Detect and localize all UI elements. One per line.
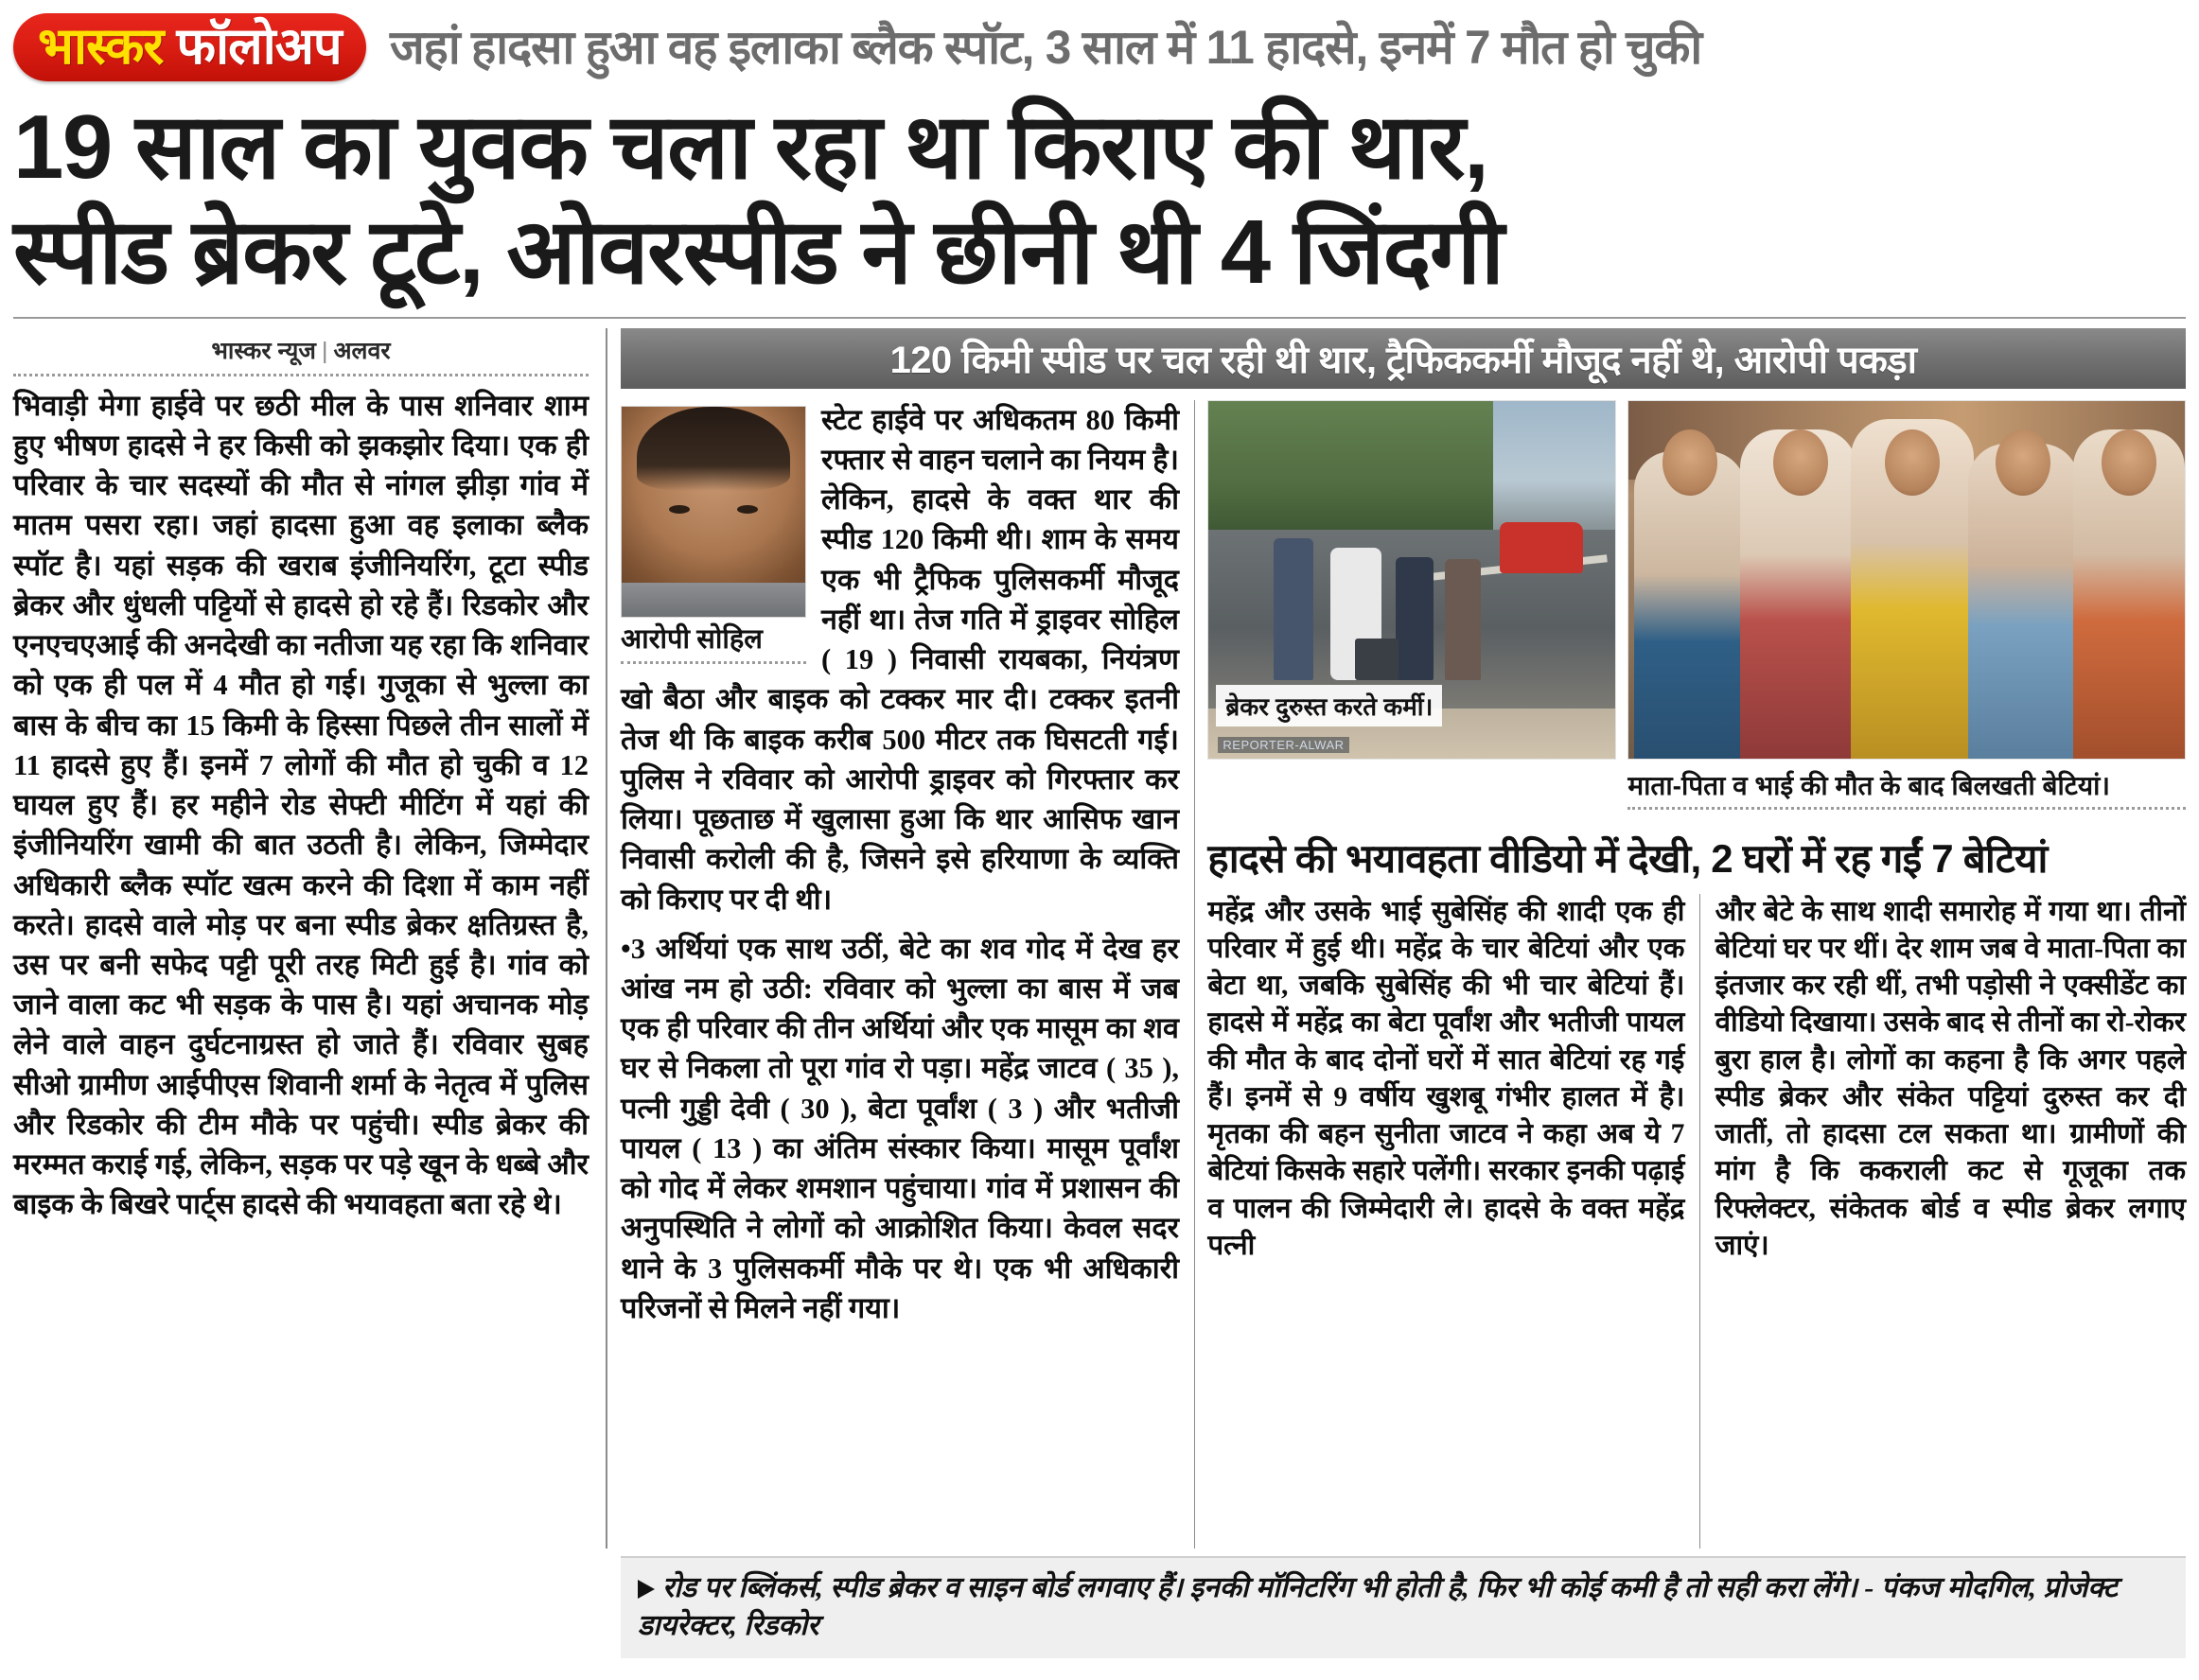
photo-b-face-3 — [1885, 429, 1940, 496]
kicker-row — [13, 0, 2186, 87]
mugshot-shirt — [622, 583, 805, 617]
photo-road-repair — [1207, 400, 1616, 760]
quote-text-wrap — [638, 1569, 2169, 1645]
photo-b-face-4 — [1996, 429, 2050, 496]
column-c-paragraph: महेंद्र और उसके भाई सुबेसिंह की शादी एक ही परिवार में हुई थी। महेंद्र के चार बेटियां और एक बेटा था, जबकि सुबेसिंह की भी चार बेटियां हैं। हादसे में महेंद्र का बेटा पूर्वांश और भतीजी पायल की मौत के बाद दोनों घरों में सात बेटियां रह गई हैं। इनमें से 9 वर्षीय खुशबू गंभीर हालत में है। मृतका की बहन सुनीता जाटव ने कहा अब ये 7 बेटियां किसके सहारे पलेंगी। सरकार इनकी पढ़ाई व पालन की जिम्मेदारी ले। हादसे के वक्त महेंद्र पत्नी — [1207, 896, 1685, 1261]
photo-a-caption-spacer — [1207, 760, 1616, 819]
bullet-marker: • — [621, 932, 631, 965]
mugshot-block — [621, 406, 806, 670]
byline-dotted-rule — [13, 374, 589, 376]
mugshot-eye-right — [737, 505, 758, 514]
bullet-lead: 3 अर्थियां एक साथ उठीं, बेटे का शव गोद में देख हर आंख नम हो उठी: — [621, 932, 1179, 1005]
page-title — [13, 87, 2186, 311]
photo-a-vehicle — [1500, 522, 1583, 573]
mugshot-photo — [621, 406, 806, 618]
photo-grieving-daughters — [1627, 400, 2186, 760]
column-c — [1207, 894, 1699, 1549]
right-body — [621, 400, 2186, 1549]
quote-marker-icon — [638, 1580, 655, 1599]
mugshot-eye-left — [669, 505, 690, 514]
subhead-bar: 120 किमी स्पीड पर चल रही थी थार, ट्रैफिककर्मी मौजूद नहीं थे, आरोपी पकड़ा — [621, 328, 2186, 389]
bhaskar-followup-badge — [13, 13, 366, 81]
column-b-bullet — [621, 929, 1179, 1328]
mugshot-dotted-rule — [621, 661, 806, 664]
headline-line-2: स्पीड ब्रेकर टूटे, ओवरस्पीड ने छीनी थी 4 जिंदगी — [13, 201, 1504, 304]
kicker-text: जहां हादसा हुआ वह इलाका ब्लैक स्पॉट, 3 साल में 11 हादसे, इनमें 7 मौत हो चुकी — [389, 21, 1701, 74]
column-left — [13, 328, 606, 1549]
column-d-paragraph: और बेटे के साथ शादी समारोह में गया था। तीनों बेटियां घर पर थीं। देर शाम जब वे माता-पिता का इंतजार कर रही थीं, तभी पड़ोसी ने एक्सीडेंट का वीडियो दिखाया। उसके बाद से तीनों का रो-रोकर बुरा हाल है। लोगों का कहना है कि अगर पहले स्पीड ब्रेकर और संकेत पट्टियां दुरुस्त कर दी जातीं, तो हादसा टल सकता था। ग्रामीणों की मांग है कि ककराली कट से गूजूका तक रिफ्लेक्टर, संकेतक बोर्ड व स्पीड ब्रेकर लगाए जाएं। — [1715, 896, 2186, 1261]
photo-b-caption-wrap — [1627, 760, 2186, 819]
subhead-2: हादसे की भयावहता वीडियो में देखी, 2 घरों में रह गईं 7 बेटियां — [1207, 835, 2048, 881]
photo-a-watermark: REPORTER-ALWAR — [1218, 737, 1348, 753]
photo-b-face-1 — [1662, 429, 1717, 496]
column-b-paragraph-1: स्टेट हाईवे पर अधिकतम 80 किमी रफ्तार से वाहन चलाने का नियम है। लेकिन, हादसे के वक्त थार की स्पीड 120 किमी थी। शाम के समय एक भी ट्रैफिक पुलिसकर्मी मौजूद नहीं था। तेज गति में ड्राइवर सोहिल ( 19 ) निवासी रायबका, नियंत्रण खो बैठा और बाइक को टक्कर मार दी। टक्कर इतनी तेज थी कि बाइक करीब 500 मीटर तक घिसटती गई। पुलिस ने रविवार को आरोपी ड्राइवर को गिरफ्तार कर लिया। पूछताछ में खुलासा हुआ कि थार आसिफ खान निवासी करोली की है, जिसने इसे हरियाणा के व्यक्ति को किराए पर दी थी। — [621, 403, 1179, 916]
photo-b-face-2 — [1773, 429, 1828, 496]
photo-row — [1207, 400, 2186, 760]
column-right-group — [607, 328, 2186, 1549]
headline-line-1: 19 साल का युवक चला रहा था किराए की थार, — [13, 96, 1488, 198]
photo-b-dotted-rule — [1627, 807, 2186, 810]
photo-a-person-3 — [1396, 557, 1434, 680]
byline — [13, 328, 589, 374]
photo-a-person-1 — [1274, 538, 1313, 680]
photo-b-person-1 — [1634, 451, 1746, 759]
byline-separator: | — [321, 337, 328, 364]
photo-a-caption: ब्रेकर दुरुस्त करते कर्मी। — [1216, 685, 1442, 726]
quote-text: रोड पर ब्लिंकर्स, स्पीड ब्रेकर व साइन बोर्ड लगवाए हैं। इनकी मॉनिटरिंग भी होती है, फिर भी कोई कमी है तो सही करा लेंगे। — [662, 1571, 1857, 1603]
badge-word-bhaskar: भास्कर — [38, 18, 164, 75]
mugshot-caption: आरोपी सोहिल — [621, 623, 763, 655]
column-d — [1700, 894, 2186, 1549]
photo-a-bucket — [1355, 639, 1399, 680]
bullet-body: रविवार को भुल्ला का बास में जब एक ही परिवार की तीन अर्थियां और एक मासूम का शव घर से निकला तो पूरा गांव रो पड़ा। महेंद्र जाटव ( 35 ), पत्नी गुड्डी देवी ( 30 ), बेटा पूर्वांश ( 3 ) और भतीजी पायल ( 13 ) का अंतिम संस्कार किया। मासूम पूर्वांश को गोद में लेकर शमशान पहुंचाया। गांव में प्रशासन की अनुपस्थिति ने लोगों को आक्रोशित किया। केवल सदर थाने के 3 पुलिसकर्मी मौके पर थे। एक भी अधिकारी परिजनों से मिलने नहीं गया। — [621, 972, 1179, 1324]
byline-location: अलवर — [333, 337, 391, 364]
photo-a-person-4 — [1445, 559, 1481, 680]
photo-a-vegetation — [1208, 401, 1493, 537]
photo-b-face-5 — [2102, 429, 2156, 496]
byline-source: भास्कर न्यूज — [211, 337, 316, 364]
badge-word-followup: फॉलोअप — [176, 18, 342, 75]
photo-caption-row — [1207, 760, 2186, 819]
mugshot-hair — [637, 407, 791, 491]
bottom-two-columns — [1207, 894, 2186, 1549]
left-column-paragraph: भिवाड़ी मेगा हाईवे पर छठी मील के पास शनिवार शाम हुए भीषण हादसे ने हर किसी को झकझोर दिया। एक ही परिवार के चार सदस्यों की मौत से नांगल झीड़ा गांव में मातम पसरा रहा। जहां हादसा हुआ वह इलाका ब्लैक स्पॉट है। यहां सड़क की खराब इंजीनियरिंग, टूटा स्पीड ब्रेकर और धुंधली पट्टियों से हादसे हो रहे हैं। रिडकोर और एनएचएआई की अनदेखी का नतीजा यह रहा कि शनिवार को एक ही पल में 4 मौत हो गई। गुजूका से भुल्ला का बास के बीच का 15 किमी के हिस्सा पिछले तीन सालों में 11 हादसे हुए हैं। इनमें 7 लोगों की मौत हो चुकी व 12 घायल हुए हैं। हर महीने रोड सेफ्टी मीटिंग में यहां की इंजीनियरिंग खामी की बात उठती है। लेकिन, जिम्मेदार अधिकारी ब्लैक स्पॉट खत्म करने की दिशा में काम नहीं करते। हादसे वाले मोड़ पर बना स्पीड ब्रेकर क्षतिग्रस्त है, उस पर बनी सफेद पट्टी पूरी तरह मिटी हुई है। गांव को जाने वाला कट भी सड़क के पास है। यहां अचानक मोड़ लेने वाले वाहन दुर्घटनाग्रस्त हो जाते हैं। रविवार सुबह सीओ ग्रामीण आईपीएस शिवानी शर्मा के नेतृत्व में पुलिस और रिडकोर की टीम मौके पर पहुंची। स्पीड ब्रेकर की मरम्मत कराई गई, लेकिन, सड़क पर पड़े खून के धब्बे और बाइक के बिखरे पार्ट्स हादसे की भयावहता बता रहे थे। — [13, 389, 589, 1221]
column-cd-group — [1194, 400, 2186, 1549]
headline-divider — [13, 317, 2186, 319]
article-body — [13, 328, 2186, 1549]
column-b — [621, 400, 1194, 1549]
photo-b-caption: माता-पिता व भाई की मौत के बाद बिलखती बेटियां। — [1627, 770, 2110, 800]
quote-box — [621, 1556, 2186, 1658]
quote-attribution: - पंकज मोदगिल, प्रोजेक्ट डायरेक्टर, रिडकोर — [638, 1571, 2118, 1641]
